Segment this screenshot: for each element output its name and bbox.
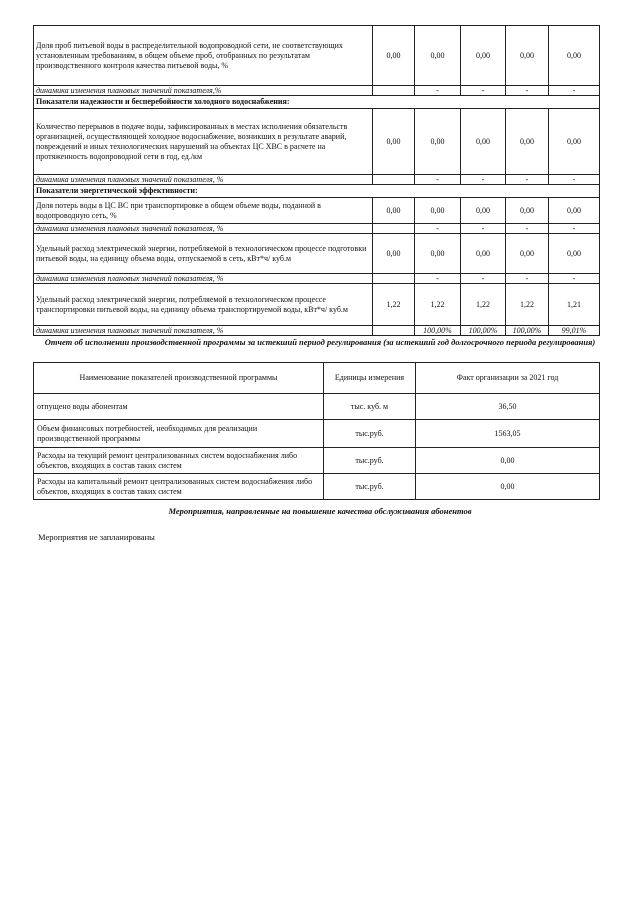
- indicator-value: -: [506, 175, 549, 185]
- row-name: отпущено воды абонентам: [34, 394, 324, 420]
- measures-caption: Мероприятия, направленные на повышение качества обслуживания абонентов: [168, 506, 472, 516]
- indicator-value: -: [506, 224, 549, 234]
- row-value: 1563,05: [416, 420, 600, 448]
- section-title: Показатели энергетической эффективности:: [34, 185, 600, 198]
- dynamics-row: [34, 274, 600, 284]
- indicator-value: -: [549, 274, 600, 284]
- indicator-value: [373, 86, 415, 96]
- indicator-value: 0,00: [506, 198, 549, 224]
- indicator-value: 0,00: [461, 26, 506, 86]
- row-unit: тыс.руб.: [324, 420, 416, 448]
- row-unit: тыс. куб. м: [324, 394, 416, 420]
- indicator-value: 0,00: [461, 109, 506, 175]
- row-value: 0,00: [416, 474, 600, 500]
- indicator-label: Доля потерь воды в ЦС ВС при транспортировке в общем объеме воды, поданной в водопроводную сеть, %: [34, 198, 373, 224]
- indicator-value: 0,00: [506, 109, 549, 175]
- table-row: [34, 420, 600, 448]
- indicator-value: -: [549, 175, 600, 185]
- indicator-label: Доля проб питьевой воды в распределительной водопроводной сети, не соответствующих установленным требованиям, в общем объеме проб, отобранных по результатам производственного контроля качества питьевой воды, %: [34, 26, 373, 86]
- indicator-value: 100,00%: [415, 326, 461, 336]
- section-title: Показатели надежности и бесперебойности холодного водоснабжения:: [34, 96, 600, 109]
- indicator-value: 1,22: [461, 284, 506, 326]
- indicator-value: 0,00: [373, 234, 415, 274]
- indicator-row: [34, 284, 600, 326]
- dynamics-row: [34, 224, 600, 234]
- row-name: Объем финансовых потребностей, необходимых для реализации производственной программы: [34, 420, 324, 448]
- indicator-value: 99,01%: [549, 326, 600, 336]
- row-name: Расходы на капитальный ремонт централизованных систем водоснабжения либо объектов, входящих в состав таких систем: [34, 474, 324, 500]
- indicator-value: -: [461, 274, 506, 284]
- report-caption: Отчет об исполнении производственной программы за истекший период регулирования (за истекший год долгосрочного периода регулирования): [44, 337, 596, 347]
- indicator-value: 0,00: [506, 26, 549, 86]
- indicator-label: динамика изменения плановых значений показателя, %: [34, 274, 373, 284]
- table-row: [34, 394, 600, 420]
- indicator-value: 100,00%: [506, 326, 549, 336]
- indicator-label: динамика изменения плановых значений показателя, %: [34, 224, 373, 234]
- indicator-value: 0,00: [549, 198, 600, 224]
- indicator-label: Удельный расход электрической энергии, потребляемой в технологическом процессе подготовки питьевой воды, на единицу объема воды, отпускаемой в сеть, кВт*ч/ куб.м: [34, 234, 373, 274]
- report-header-row: [34, 363, 600, 394]
- row-value: 0,00: [416, 448, 600, 474]
- indicator-value: -: [415, 86, 461, 96]
- indicator-value: 0,00: [461, 198, 506, 224]
- dynamics-row: [34, 86, 600, 96]
- dynamics-row: [34, 326, 600, 336]
- indicator-value: -: [461, 86, 506, 96]
- report-table: [33, 362, 600, 500]
- indicator-label: Количество перерывов в подаче воды, зафиксированных в местах исполнения обязательств организацией, осуществляющей холодное водоснабжение, возникших в результате аварий, повреждений и иных технологических нарушений на объектах ЦС ХВС в расчете на протяженность водопроводной сети в год, ед./км: [34, 109, 373, 175]
- indicator-label: динамика изменения плановых значений показателя,%: [34, 86, 373, 96]
- indicator-value: 100,00%: [461, 326, 506, 336]
- indicator-value: -: [549, 86, 600, 96]
- indicator-value: 0,00: [373, 109, 415, 175]
- indicator-row: [34, 234, 600, 274]
- indicator-label: динамика изменения плановых значений показателя, %: [34, 175, 373, 185]
- row-name: Расходы на текущий ремонт централизованных систем водоснабжения либо объектов, входящих в состав таких систем: [34, 448, 324, 474]
- indicator-value: 1,22: [373, 284, 415, 326]
- indicator-row: [34, 109, 600, 175]
- indicator-value: [373, 326, 415, 336]
- header-fact: Факт организации за 2021 год: [416, 363, 600, 394]
- indicator-value: -: [415, 175, 461, 185]
- indicator-value: [373, 274, 415, 284]
- indicator-value: -: [506, 86, 549, 96]
- indicator-label: динамика изменения плановых значений показателя, %: [34, 326, 373, 336]
- header-indicator-name: Наименование показателей производственной программы: [34, 363, 324, 394]
- indicator-value: -: [461, 175, 506, 185]
- indicator-value: 1,22: [506, 284, 549, 326]
- indicator-row: [34, 198, 600, 224]
- indicator-value: -: [415, 274, 461, 284]
- indicator-value: [373, 224, 415, 234]
- table-row: [34, 474, 600, 500]
- indicator-value: 0,00: [506, 234, 549, 274]
- row-unit: тыс.руб.: [324, 448, 416, 474]
- row-unit: тыс.руб.: [324, 474, 416, 500]
- indicator-value: 0,00: [415, 26, 461, 86]
- indicator-value: [373, 175, 415, 185]
- indicator-label: Удельный расход электрической энергии, потребляемой в технологическом процессе транспортировки питьевой воды, на единицу объема транспортируемой воды, кВт*ч/ куб.м: [34, 284, 373, 326]
- indicator-value: 1,22: [415, 284, 461, 326]
- indicator-value: 0,00: [549, 26, 600, 86]
- indicator-value: -: [549, 224, 600, 234]
- indicator-value: -: [415, 224, 461, 234]
- measures-text: Мероприятия не запланированы: [38, 532, 155, 542]
- dynamics-row: [34, 175, 600, 185]
- row-value: 36,50: [416, 394, 600, 420]
- indicator-value: 0,00: [415, 234, 461, 274]
- section-header-row: [34, 96, 600, 109]
- indicator-value: 0,00: [461, 234, 506, 274]
- indicator-value: 0,00: [373, 26, 415, 86]
- indicators-table: [33, 25, 600, 336]
- indicator-value: 0,00: [415, 109, 461, 175]
- indicator-value: 0,00: [415, 198, 461, 224]
- indicator-value: 0,00: [549, 234, 600, 274]
- indicator-value: -: [461, 224, 506, 234]
- indicator-row: [34, 26, 600, 86]
- section-header-row: [34, 185, 600, 198]
- header-unit: Единицы измерения: [324, 363, 416, 394]
- indicator-value: 1,21: [549, 284, 600, 326]
- indicator-value: -: [506, 274, 549, 284]
- indicator-value: 0,00: [549, 109, 600, 175]
- indicator-value: 0,00: [373, 198, 415, 224]
- table-row: [34, 448, 600, 474]
